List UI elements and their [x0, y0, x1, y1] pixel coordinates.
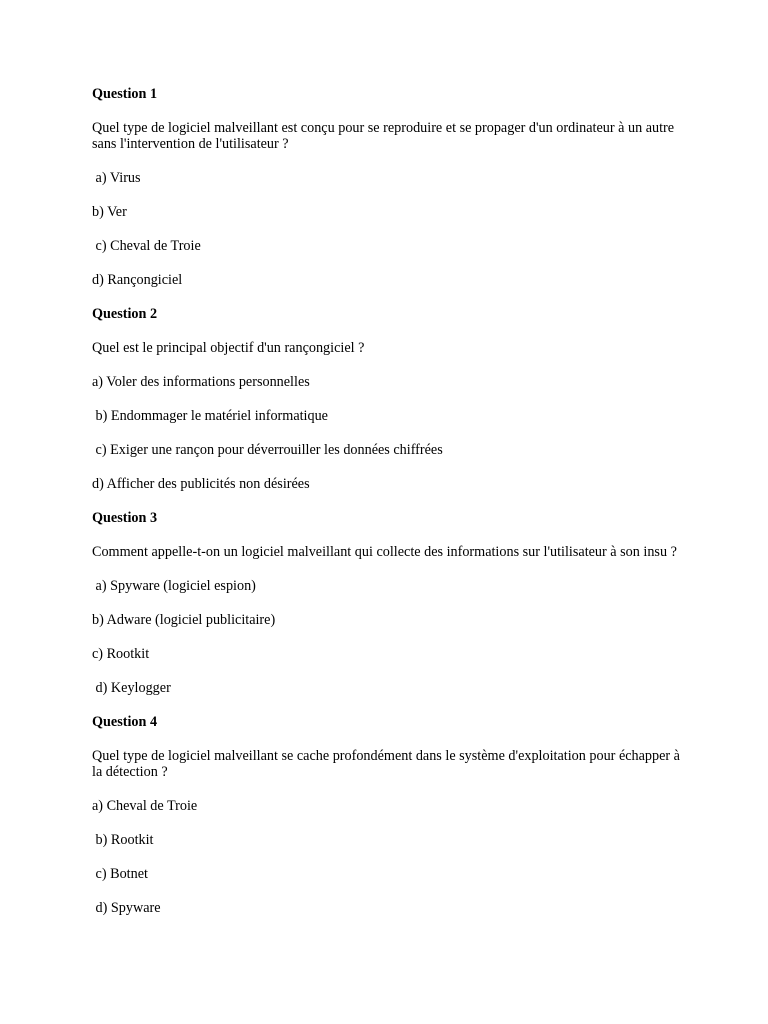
answer-option: a) Spyware (logiciel espion) — [92, 578, 256, 594]
question-title: Question 4 — [92, 714, 158, 730]
answer-option: c) Cheval de Troie — [92, 238, 201, 254]
question-title: Question 3 — [92, 510, 158, 526]
answer-option: d) Afficher des publicités non désirées — [92, 476, 310, 492]
document-page — [92, 86, 682, 934]
answer-option: c) Exiger une rançon pour déverrouiller les données chiffrées — [92, 442, 443, 458]
answer-option: d) Keylogger — [92, 680, 171, 696]
answer-option: c) Rootkit — [92, 646, 150, 662]
answer-option: c) Botnet — [92, 866, 148, 882]
answer-option: d) Rançongiciel — [92, 272, 183, 288]
answer-option: b) Ver — [92, 204, 127, 220]
question-3 — [92, 510, 682, 696]
question-title: Question 1 — [92, 86, 158, 102]
answer-option: b) Adware (logiciel publicitaire) — [92, 612, 276, 628]
answer-option: b) Rootkit — [92, 832, 154, 848]
question-1 — [92, 86, 682, 288]
question-2 — [92, 306, 682, 492]
question-text: Quel type de logiciel malveillant est conçu pour se reproduire et se propager d'un ordinateur à un autre sans l'intervention de l'utilisateur ? — [92, 120, 675, 152]
answer-option: a) Cheval de Troie — [92, 798, 198, 814]
question-title: Question 2 — [92, 306, 158, 322]
question-4 — [92, 714, 682, 916]
answer-option: a) Voler des informations personnelles — [92, 374, 310, 390]
answer-option: a) Virus — [92, 170, 141, 186]
answer-option: d) Spyware — [92, 900, 161, 916]
answer-option: b) Endommager le matériel informatique — [92, 408, 328, 424]
question-text: Comment appelle-t-on un logiciel malveillant qui collecte des informations sur l'utilisateur à son insu ? — [92, 544, 677, 560]
question-text: Quel est le principal objectif d'un rançongiciel ? — [92, 340, 365, 356]
question-text: Quel type de logiciel malveillant se cache profondément dans le système d'exploitation pour échapper à la détection ? — [92, 748, 680, 780]
